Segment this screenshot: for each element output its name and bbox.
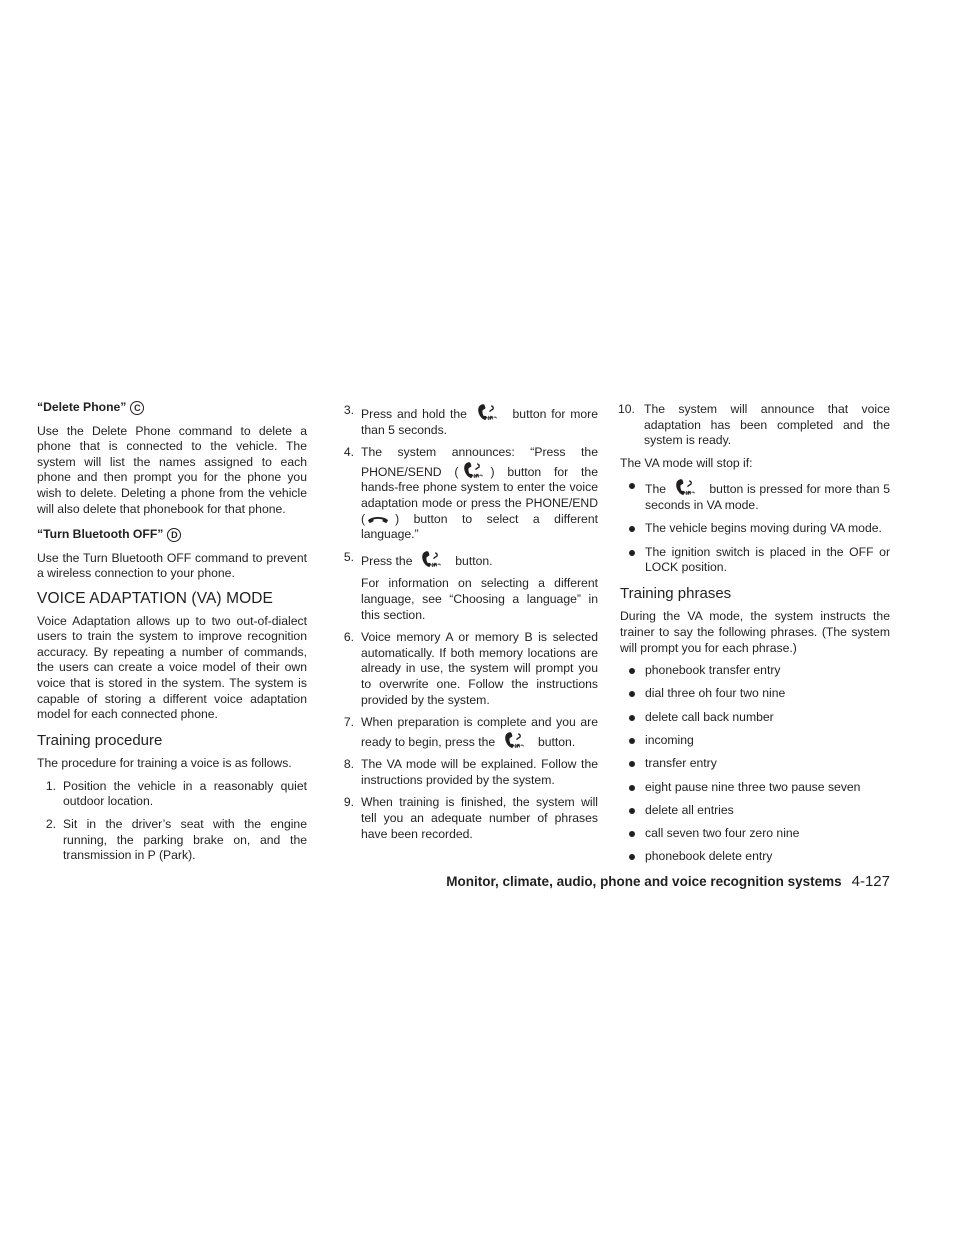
bullet-icon: [620, 710, 645, 726]
list-item: The vehicle begins moving during VA mode.: [620, 521, 890, 537]
column-right: [620, 402, 890, 873]
step-4: 4. The system announces: “Press the PHONE/SEND ( ) button for the hands-free phone system to enter the voice adaptation mode or press the PHONE/END ( ) button to select a different language.”: [343, 445, 598, 542]
delete-phone-text: Use the Delete Phone command to delete a phone that is connected to the vehicle. The system will list the names assigned to each phone and then prompt you for the phone you wish to delete. Deleting a phone from the vehicle will also delete that phonebook for that phone.: [37, 423, 307, 516]
page-footer: [420, 873, 890, 890]
bluetooth-off-heading: “Turn Bluetooth OFF” D: [37, 527, 307, 543]
list-item: eight pause nine three two pause seven: [620, 780, 890, 796]
bullet-icon: [620, 686, 645, 702]
step-7: 7. When preparation is complete and you are ready to begin, press the button.: [343, 715, 598, 749]
list-item: delete all entries: [620, 803, 890, 819]
phone-voice-icon: [462, 461, 484, 480]
stop-conditions-list: [620, 478, 890, 575]
list-item: phonebook transfer entry: [620, 663, 890, 679]
stop-intro: The VA mode will stop if:: [620, 455, 753, 470]
step-3: 3. Press and hold the button for more than 5 seconds.: [343, 403, 598, 437]
phrases-intro: During the VA mode, the system instructs the trainer to say the following phrases. (The system will prompt you for each phrase.): [620, 609, 890, 655]
bluetooth-off-text: Use the Turn Bluetooth OFF command to prevent a wireless connection to your phone.: [37, 550, 307, 581]
list-item: phonebook delete entry: [620, 849, 890, 865]
step-6: 6. Voice memory A or memory B is selected automatically. If both memory locations are already in use, the system will prompt you to overwrite one. Follow the instructions provided by the system.: [343, 630, 598, 707]
training-intro: The procedure for training a voice is as follows.: [37, 756, 292, 771]
column-middle: [335, 403, 598, 849]
bullet-icon: [620, 478, 645, 513]
list-item: dial three oh four two nine: [620, 686, 890, 702]
step-2: 2. Sit in the driver’s seat with the engine running, the parking brake on, and the transmission in P (Park).: [45, 817, 307, 863]
list-item: The ignition switch is placed in the OFF or LOCK position.: [620, 545, 890, 576]
phone-voice-icon: [503, 731, 525, 750]
training-phrases-heading: Training phrases: [620, 584, 732, 602]
list-item: incoming: [620, 733, 890, 749]
list-item: delete call back number: [620, 710, 890, 726]
phone-voice-icon: [674, 478, 696, 497]
step-9: 9. When training is finished, the system will tell you an adequate number of phrases have been recorded.: [343, 795, 598, 841]
phone-voice-icon: [476, 403, 498, 422]
va-mode-text: Voice Adaptation allows up to two out-of-dialect users to train the system to improve recognition accuracy. By repeating a number of commands, the users can create a voice model of their own voice that is stored in the system. The system is capable of storing a different voice adaptation model for each connected phone.: [37, 613, 307, 722]
list-item: call seven two four zero nine: [620, 826, 890, 842]
bullet-icon: [620, 545, 645, 576]
phone-voice-icon: [420, 550, 442, 569]
bullet-icon: [620, 803, 645, 819]
bullet-icon: [620, 733, 645, 749]
bullet-icon: [620, 849, 645, 865]
list-item: The button is pressed for more than 5 seconds in VA mode.: [620, 478, 890, 513]
step-8: 8. The VA mode will be explained. Follow the instructions provided by the system.: [343, 757, 598, 787]
step-1: 1. Position the vehicle in a reasonably quiet outdoor location.: [45, 778, 307, 809]
list-item: transfer entry: [620, 756, 890, 772]
bullet-icon: [620, 521, 645, 537]
step-10: 10. The system will announce that voice adaptation has been completed and the system is ready.: [618, 402, 890, 448]
va-mode-heading: VOICE ADAPTATION (VA) MODE: [37, 589, 273, 607]
callout-c-badge: C: [130, 401, 144, 415]
bullet-icon: [620, 663, 645, 679]
footer-section-title: Monitor, climate, audio, phone and voice recognition systems: [446, 874, 842, 889]
phrases-list: [620, 663, 890, 865]
page-number: 4-127: [851, 873, 890, 890]
column-left: [37, 400, 307, 871]
bullet-icon: [620, 826, 645, 842]
bullet-icon: [620, 756, 645, 772]
phone-end-icon: [367, 514, 389, 525]
bullet-icon: [620, 780, 645, 796]
training-procedure-heading: Training procedure: [37, 731, 163, 749]
step-5: 5. Press the button. For information on selecting a different language, see “Choosing a language” in this section.: [343, 549, 598, 622]
step-5-note: For information on selecting a different language, see “Choosing a language” in this section.: [361, 576, 598, 622]
callout-d-badge: D: [167, 528, 181, 542]
delete-phone-heading: “Delete Phone” C: [37, 400, 307, 416]
